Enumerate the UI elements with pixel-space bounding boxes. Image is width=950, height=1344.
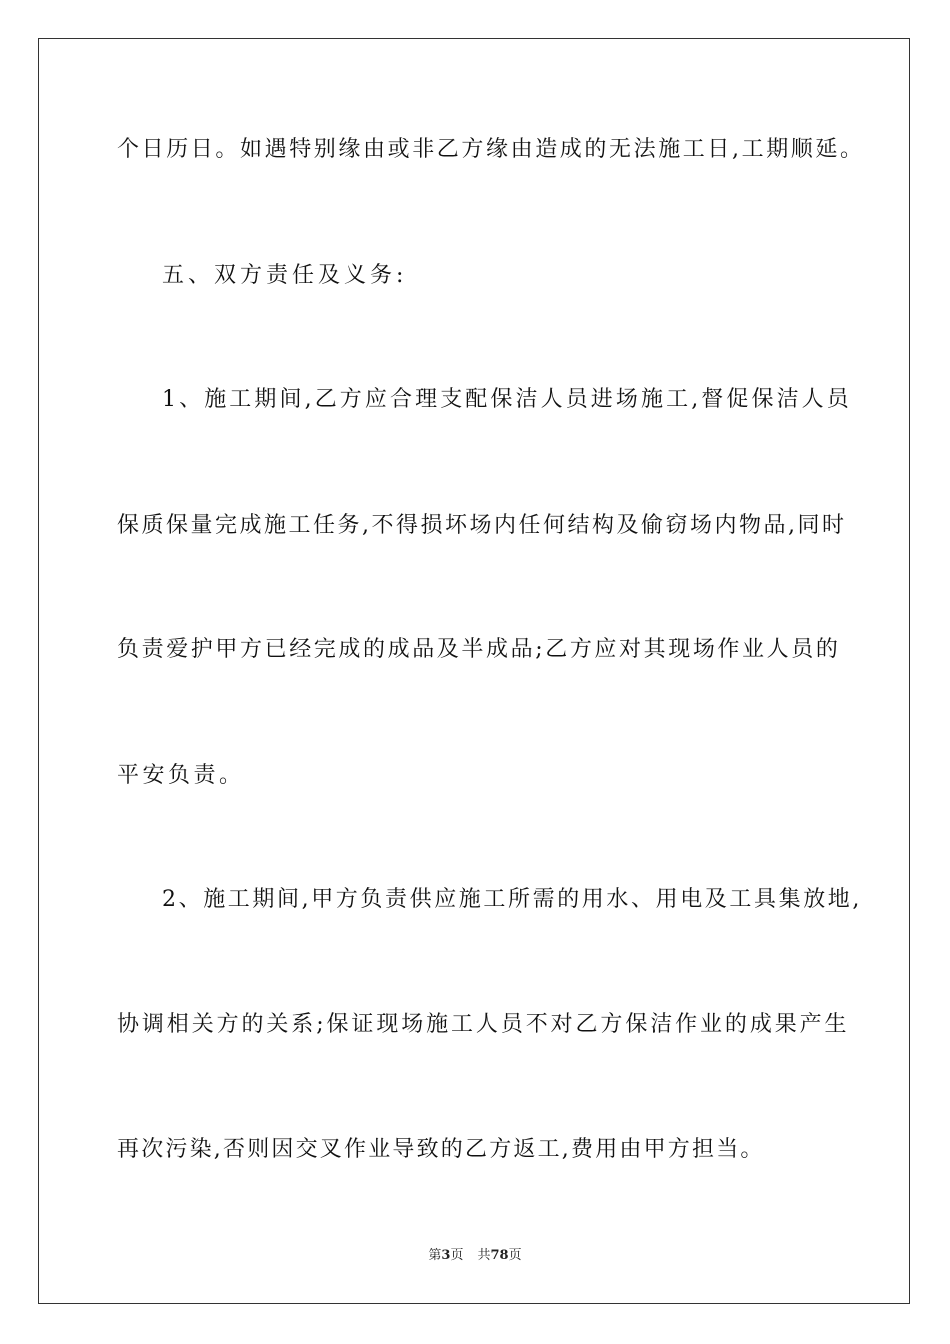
current-page-number: 3 (441, 1248, 451, 1263)
paragraph-line: 个日历日。如遇特别缘由或非乙方缘由造成的无法施工日,工期顺延。 (117, 137, 865, 162)
paragraph-line: 协调相关方的关系;保证现场施工人员不对乙方保洁作业的成果产生 (117, 1012, 850, 1037)
paragraph-line: 保质保量完成施工任务,不得损坏场内任何结构及偷窃场内物品,同时 (117, 513, 847, 538)
page-footer (0, 1247, 950, 1265)
paragraph-line: 2、施工期间,甲方负责供应施工所需的用水、用电及工具集放地, (162, 887, 862, 912)
footer-total-prefix: 共 (477, 1248, 491, 1263)
footer-prefix: 第 (428, 1248, 442, 1263)
footer-total-unit: 页 (508, 1248, 522, 1263)
total-pages-number: 78 (490, 1248, 509, 1263)
paragraph-line: 再次污染,否则因交叉作业导致的乙方返工,费用由甲方担当。 (117, 1137, 765, 1162)
section-heading: 五、双方责任及义务: (162, 263, 408, 288)
paragraph-line: 平安负责。 (117, 763, 245, 788)
paragraph-line: 1、施工期间,乙方应合理支配保洁人员进场施工,督促保洁人员 (162, 387, 852, 412)
paragraph-line: 负责爱护甲方已经完成的成品及半成品;乙方应对其现场作业人员的 (117, 637, 841, 662)
footer-page-unit: 页 (450, 1248, 464, 1263)
page-border (38, 38, 910, 1304)
